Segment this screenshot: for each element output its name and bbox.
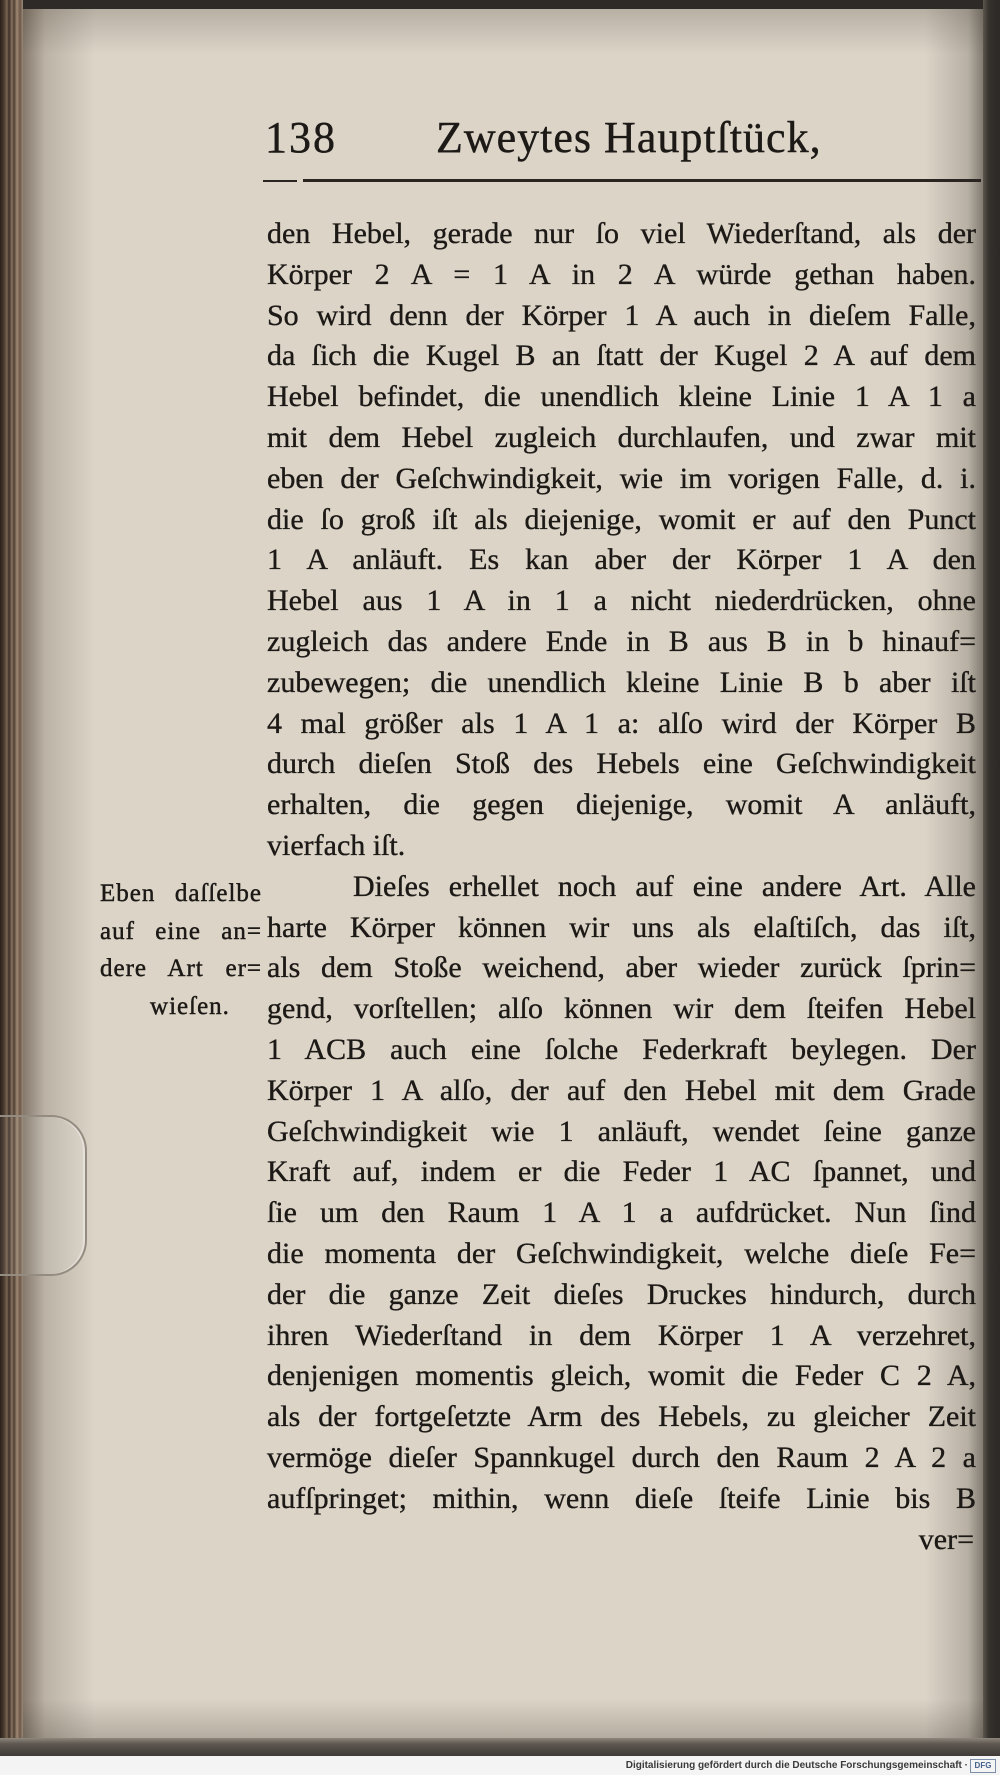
paragraph xyxy=(267,214,976,867)
body-text-line: vierfach iſt. xyxy=(267,828,406,862)
margin-note xyxy=(100,875,262,1025)
body-text-line: harte Körper können wir uns als elaſtiſch, das iſt, xyxy=(267,910,976,944)
page-spine-edge xyxy=(0,0,23,1756)
page-clip xyxy=(0,1115,87,1276)
body-text-line: durch dieſen Stoß des Hebels eine Geſchwindigkeit xyxy=(267,747,976,781)
header-rule xyxy=(263,180,297,182)
body-text-line: 1 ACB auch eine ſolche Federkraft beylegen. Der xyxy=(267,1032,976,1066)
body-text-line: ſie um den Raum 1 A 1 a aufdrücket. Nun ſind xyxy=(267,1196,976,1230)
margin-note-line: auf eine an= xyxy=(100,917,262,945)
body-text-line: Hebel aus 1 A in 1 a nicht niederdrücken, ohne xyxy=(267,584,976,618)
body-text-line: vermöge dieſer Spannkugel durch den Raum 2 A 2 a xyxy=(267,1440,976,1474)
body-text-line: zubewegen; die unendlich kleine Linie B b aber iſt xyxy=(267,665,976,699)
margin-note-line: Eben daſſelbe xyxy=(100,880,262,907)
body-text xyxy=(267,214,976,1560)
body-text-line: denjenigen momentis gleich, womit die Feder C 2 A, xyxy=(267,1359,976,1393)
body-text-line: aufſpringet; mithin, wenn dieſe ſteife Linie bis B xyxy=(267,1481,976,1515)
body-text-line: Dieſes erhellet noch auf eine andere Art. Alle xyxy=(353,869,976,903)
dfg-logo: DFG xyxy=(970,1759,996,1773)
body-text-line: als der fortgeſetzte Arm des Hebels, zu gleicher Zeit xyxy=(267,1400,976,1434)
body-text-line: So wird denn der Körper 1 A auch in dieſem Falle, xyxy=(267,298,976,332)
body-text-line: zugleich das andere Ende in B aus B in b hinauf= xyxy=(267,624,976,658)
body-text-line: da ſich die Kugel B an ſtatt der Kugel 2 A auf dem xyxy=(267,339,976,373)
running-title: Zweytes Hauptſtück, xyxy=(436,113,822,162)
body-text-line: den Hebel, gerade nur ſo viel Wiederſtand, als der xyxy=(267,217,976,250)
body-text-line: als dem Stoße weichend, aber wieder zurück ſprin= xyxy=(267,951,976,985)
body-text-line: ihren Wiederſtand in dem Körper 1 A verzehret, xyxy=(267,1318,976,1352)
paragraph xyxy=(267,867,976,1520)
body-text-line: Körper 2 A = 1 A in 2 A würde gethan haben. xyxy=(267,257,976,291)
margin-note-line: wieſen. xyxy=(150,992,230,1020)
body-text-line: die ſo groß iſt als diejenige, womit er auf den Punct xyxy=(267,502,976,536)
page-bottom-edge xyxy=(0,1738,1000,1756)
body-text-line: die momenta der Geſchwindigkeit, welche dieſe Fe= xyxy=(267,1236,976,1270)
body-text-line: der die ganze Zeit dieſes Druckes hindurch, durch xyxy=(267,1277,976,1311)
body-text-line: erhalten, die gegen diejenige, womit A anläuft, xyxy=(267,788,976,822)
margin-note-line: dere Art er= xyxy=(100,955,262,982)
body-text-line: Körper 1 A alſo, der auf den Hebel mit dem Grade xyxy=(267,1073,976,1107)
body-text-line: 1 A anläuft. Es kan aber der Körper 1 A den xyxy=(267,543,976,577)
body-text-line: mit dem Hebel zugleich durchlaufen, und zwar mit xyxy=(267,420,976,454)
body-text-line: 4 mal größer als 1 A 1 a: alſo wird der Körper B xyxy=(267,706,976,740)
page-right-edge xyxy=(983,0,1000,1756)
footer-credit-text: Digitalisierung gefördert durch die Deutsche Forschungsgemeinschaft · xyxy=(625,1760,968,1771)
body-text-line: Hebel befindet, die unendlich kleine Linie 1 A 1 a xyxy=(267,380,976,414)
digitization-credit-footer xyxy=(0,1756,1000,1775)
body-text-line: Kraft auf, indem er die Feder 1 AC ſpannet, und xyxy=(267,1155,976,1189)
catchword: ver= xyxy=(918,1522,974,1556)
header-rule xyxy=(303,179,981,182)
body-text-line: eben der Geſchwindigkeit, wie im vorigen Falle, d. i. xyxy=(267,461,976,495)
body-text-line: gend, vorſtellen; alſo können wir dem ſteifen Hebel xyxy=(267,992,976,1026)
page-number: 138 xyxy=(265,113,337,162)
body-text-line: Geſchwindigkeit wie 1 anläuft, wendet ſeine ganze xyxy=(267,1114,976,1148)
